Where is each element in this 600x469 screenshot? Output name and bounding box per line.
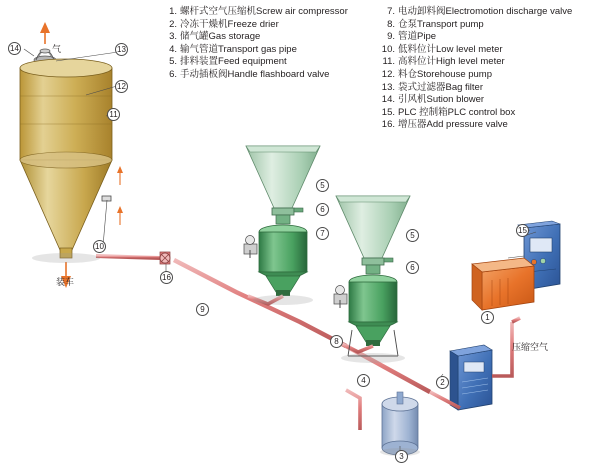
screw-air-compressor [472,258,534,310]
legend-item-label-en: Screw air compressor [256,6,348,17]
callout-2[interactable]: 2 [436,376,449,389]
gas-storage-tank [382,392,418,455]
callout-5-a[interactable]: 5 [316,179,329,192]
legend-item-number: 14. [381,94,395,106]
hopper-assembly-a [244,146,320,304]
legend-item-label-cn: 电动卸料阀 [398,6,446,17]
legend-item-label-cn: 手动插板阀 [180,68,228,80]
legend-item-label-cn: 高料位计 [398,56,437,68]
handle-flashboard-valve-b [362,258,384,265]
legend-item-number: 1. [169,6,177,17]
legend-item-number: 16. [381,119,395,131]
callout-4[interactable]: 4 [357,374,370,387]
truck-loading-label: 装车 [56,277,75,287]
air-outlet-label: 气 [52,44,62,54]
feed-equipment-a [276,215,290,224]
legend-item-label-en: Transport pump [417,18,484,30]
feed-equipment-b [366,265,380,274]
legend-item-number: 15. [381,106,395,118]
freeze-drier [450,345,492,410]
legend-item-number: 13. [381,81,395,93]
callout-8[interactable]: 8 [330,335,343,348]
callout-13[interactable]: 13 [115,43,128,56]
callout-16[interactable]: 16 [160,271,173,284]
electromotion-discharge-valve-a [244,236,257,259]
callout-6-b[interactable]: 6 [406,261,419,274]
legend-item-number: 4. [169,43,177,55]
legend-item-number: 3. [169,31,177,43]
legend-item-label-cn: 输气管道 [180,43,219,55]
add-pressure-valve [160,252,170,264]
compressed-air-label: 压缩空气 [512,342,549,352]
hopper-assembly-b [334,196,410,356]
legend-item-label-en: Freeze drier [227,18,279,30]
callout-11[interactable]: 11 [107,108,120,121]
legend-item-label-en: Storehouse pump [417,68,493,80]
callout-6-a[interactable]: 6 [316,203,329,216]
callout-10[interactable]: 10 [93,240,106,253]
legend-item-number: 5. [169,56,177,68]
legend-item-label-cn: 低料位计 [398,43,437,55]
legend-item-number: 9. [387,31,395,43]
legend-item-label-en: Bag filter [445,81,484,93]
legend-item-label-en: Electromotion discharge valve [445,6,573,17]
legend-item-label-en: Add pressure valve [426,119,508,131]
legend-item-label-cn: 螺杆式空气压缩机 [180,6,257,17]
legend-item-number: 10. [381,43,395,55]
storehouse-silo-body [20,68,112,160]
legend-item-label-cn: 引风机 [398,94,427,106]
legend-item-label-en: Handle flashboard valve [227,68,330,80]
legend-item-label-en: Low level meter [436,43,503,55]
transport-pump-a [259,232,307,272]
legend-item-label-cn: 增压器 [398,119,427,131]
callout-14[interactable]: 14 [8,42,21,55]
callout-15[interactable]: 15 [516,224,529,237]
drier-panel [464,362,484,372]
legend-item-number: 8. [387,18,395,30]
legend-item-label-cn: PLC 控制箱 [398,106,448,118]
legend-item-label-en: PLC control box [447,106,516,118]
legend-item-number: 2. [169,18,177,30]
pipe-left-run [96,256,160,258]
plc-screen [530,238,552,252]
transport-pump-b [349,282,397,322]
legend-item-label-en: Pipe [417,31,437,43]
callout-3[interactable]: 3 [395,450,408,463]
legend-item-number: 7. [387,6,395,17]
callout-12[interactable]: 12 [115,80,128,93]
feed-hopper-b [336,196,410,258]
legend-item-label-cn: 袋式过滤器 [398,81,446,93]
storehouse-silo-cone [20,160,112,250]
callout-1[interactable]: 1 [481,311,494,324]
legend-item-label-cn: 储气罐 [180,31,209,43]
legend-item-number: 11. [382,56,395,68]
plc-indicator-light [540,258,545,263]
legend-item-number: 12. [381,68,395,80]
feed-hopper-a [246,146,320,208]
fluidizing-arrows [117,166,123,225]
legend-item-label-cn: 料仓 [398,68,418,80]
legend-item-label-en: Sution blower [426,94,485,106]
legend-item-label-cn: 仓泵 [398,18,418,30]
plc-indicator-light [531,259,536,264]
legend-item-label-en: Transport gas pipe [218,43,297,55]
handle-flashboard-valve-a [272,208,294,215]
air-outlet-arrow-icon [40,22,50,33]
storehouse-silo-top [20,59,112,77]
callout-7[interactable]: 7 [316,227,329,240]
electromotion-discharge-valve-b [334,286,347,309]
callout-5-b[interactable]: 5 [406,229,419,242]
callout-9[interactable]: 9 [196,303,209,316]
legend-item-label-cn: 管道 [398,31,418,43]
legend-item-label-cn: 冷冻干燥机 [180,18,228,30]
legend-item-label-en: Feed equipment [218,56,287,68]
legend-item-label-en: Gas storage [208,31,261,43]
legend-item-number: 6. [169,68,177,80]
legend-item-label-en: High level meter [436,56,505,68]
legend-item-label-cn: 排料装置 [180,56,219,68]
